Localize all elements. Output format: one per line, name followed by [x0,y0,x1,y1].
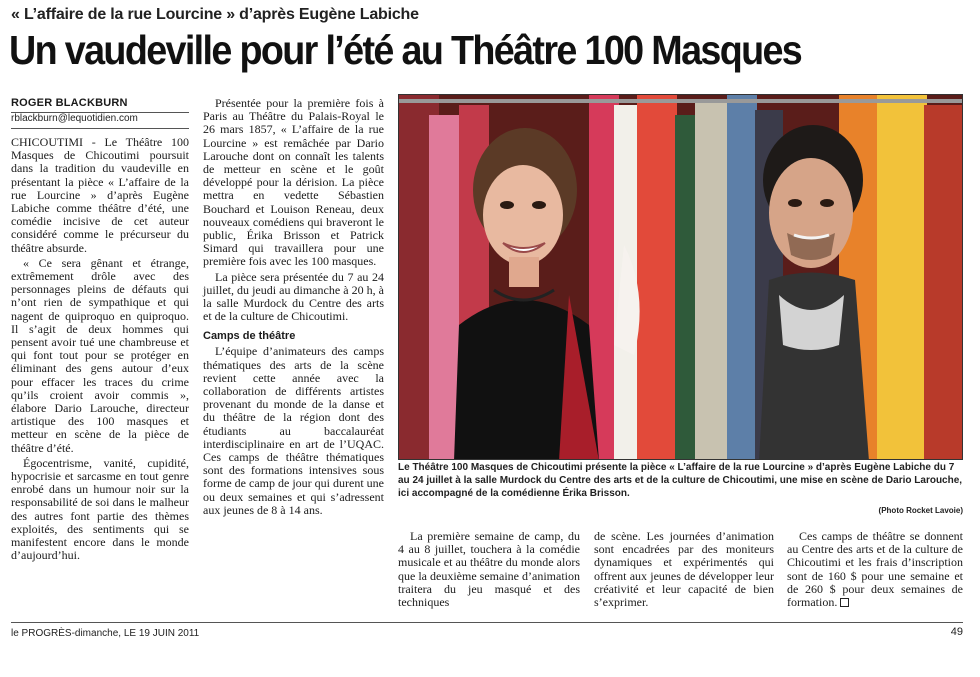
photo-illustration [399,95,963,460]
text-column-3 [398,530,580,611]
paragraph: « Ce sera gênant et étrange, extrêmement drôle avec des personnages pleins de défauts qui n’ont rien de sympathique et qui nagent de quiproquo en quiproquo. Il s’agit de deux hommes qui pensent avoir tué une chambreuse et qui font tout pour se protéger en éliminant des gens autour d’eux pour effacer les traces du crime qu’ils croient avoir commis », élabore Dario Larouche, directeur artistique des 100 masques et metteur en scène de la pièce de théâtre d’été. [11,255,189,455]
article-kicker: « L’affaire de la rue Lourcine » d’après Eugène Labiche [11,6,419,23]
section-subhead: Camps de théâtre [203,330,296,343]
paragraph: Égocentrisme, vanité, cupidité, hypocrisie et sarcasme en tout genre enrobé dans un humour noir sur la responsabilité de soi dans le malheur des autres font partie des thèmes exploités, des sentiments qui se manifestent encore dans le monde d’aujourd’hui. [11,455,189,563]
paragraph: de scène. Les journées d’animation sont encadrées par des moniteurs dynamiques et expérimentés qui offrent aux jeunes de développer leur créativité et leur capacité de bien s’exprimer. [594,529,774,610]
author-byline: ROGER BLACKBURN [11,96,189,113]
footer-divider [11,622,963,623]
footer-publication: le PROGRÈS-dimanche, LE 19 JUIN 2011 [11,628,200,639]
paragraph: La première semaine de camp, du 4 au 8 juillet, touchera à la comédie musicale et au théâtre du monde alors que la deuxième semaine d’animation traitera du jeu masqué et des techniques [398,529,580,610]
paragraph: CHICOUTIMI - Le Théâtre 100 Masques de Chicoutimi poursuit dans la tradition du vaudeville en présentant la pièce « L’affaire de la rue Lourcine » d’après Eugène Labiche comme théâtre d’été, une comédie incisive de cet auteur considéré comme le précurseur du théâtre absurde. [11,135,189,255]
article-photo [398,94,963,460]
paragraph-text: Ces camps de théâtre se donnent au Centre des arts et de la culture de Chicoutimi et les frais d’inscription sont de 160 $ pour une semaine et de 260 $ pour deux semaines de formation. [787,529,963,610]
paragraph [787,530,963,609]
author-email[interactable]: rblackburn@lequotidien.com [11,112,189,129]
page-number: 49 [950,626,963,638]
photo-credit: (Photo Rocket Lavoie) [878,506,963,515]
text-column-4 [594,530,774,611]
paragraph: La pièce sera présentée du 7 au 24 juillet, du jeudi au dimanche à 20 h, à la salle Murdock du Centre des arts et de la culture de Chicoutimi. [203,269,384,324]
text-column-5 [787,530,963,611]
text-column-1 [11,136,189,565]
paragraph: L’équipe d’animateurs des camps thématiques des arts de la scène revient cette année avec la collaboration de différents artistes provenant du monde de la danse et du théâtre de la région dont des étudiants au baccalauréat interdisciplinaire en art de l’UQAC. Ces camps de théâtre thématiques sont des formations intensives sous forme de camp de jour qui durent une ou deux semaines et qui s’adressent aux jeunes de 8 à 14 ans. [203,344,384,517]
photo-caption: Le Théâtre 100 Masques de Chicoutimi présente la pièce « L’affaire de la rue Lourcine » d’après Eugène Labiche du 7 au 24 juillet à la salle Murdock du Centre des arts et de la culture de Chicoutimi, une mise en scène de Dario Larouche, ici accompagné de la comédienne Érika Brisson. [398,462,963,499]
article-headline: Un vaudeville pour l’été au Théâtre 100 Masques [9,27,802,73]
text-column-2 [203,97,384,519]
end-of-article-icon [840,598,849,607]
paragraph: Présentée pour la première fois à Paris au Théâtre du Palais-Royal le 26 mars 1857, « L’affaire de la rue Lourcine » est remâchée par Dario Larouche dont on connaît les talents de metteur en scène et le goût développé pour la dérision. La pièce mettra en vedette Sébastien Bouchard et Louison Reneau, deux nouveaux comédiens qui braveront le public, Érika Brisson et Patrick Simard qui travaillera pour une première fois avec les 100 masques. [203,96,384,269]
